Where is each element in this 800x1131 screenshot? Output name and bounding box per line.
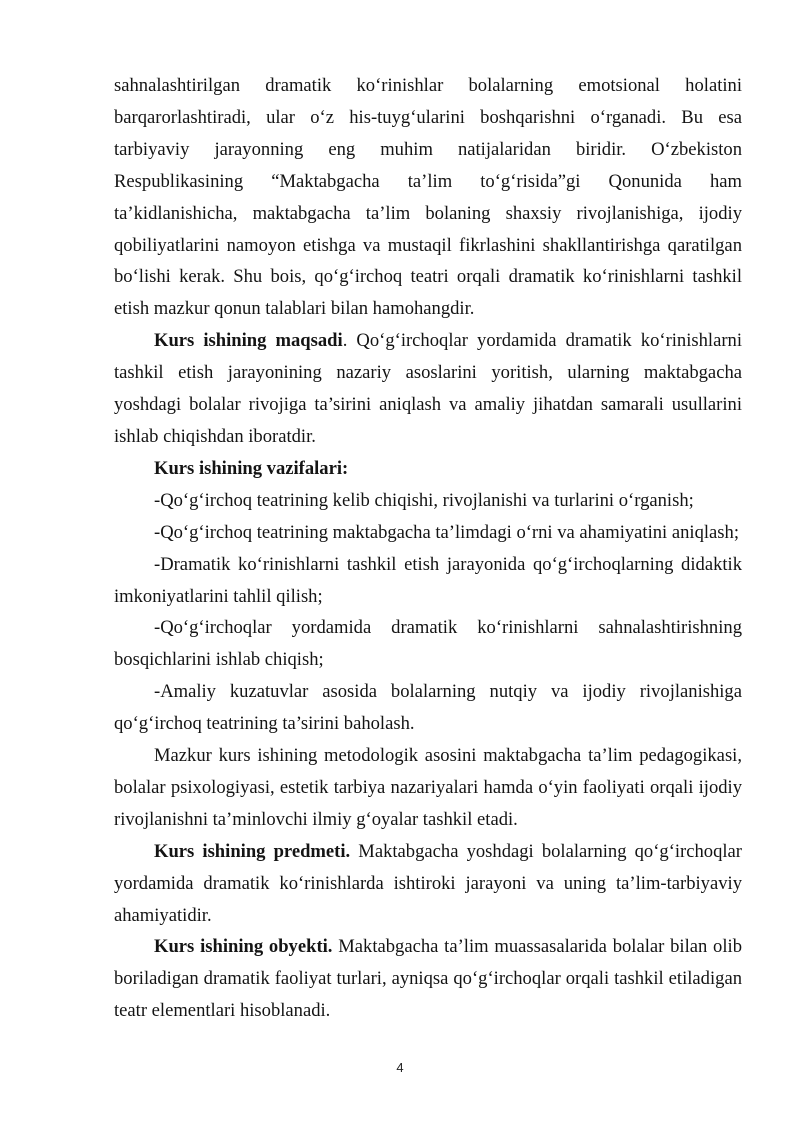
task-text: -Qo‘g‘irchoq teatrining maktabgacha ta’limdagi o‘rni va ahamiyatini aniqlash; bbox=[154, 521, 739, 543]
paragraph-text: Mazkur kurs ishining metodologik asosini maktabgacha ta’lim pedagogikasi, bolalar psixologiyasi, estetik tarbiya nazariyalari hamda o‘yin faoliyati orqali ijodiy rivojlanishni ta’minlovchi ilmiy g‘oyalar tashkil etadi. bbox=[114, 745, 742, 830]
paragraph-text: sahnalashtirilgan dramatik ko‘rinishlar bolalarning emotsional holatini barqarorlashtiradi, ular o‘z his-tuyg‘ularini boshqarishni o‘rganadi. Bu esa tarbiyaviy jarayonning eng muhim natijalaridan biridir. O‘zbekiston Respublikasining “Maktabgacha ta’lim to‘g‘risida”gi Qonunida ham ta’kidlanishicha, maktabgacha ta’lim bolaning shaxsiy rivojlanishiga, ijodiy qobiliyatlarini namoyon etishga va mustaqil fikrlashini shakllantirishga qaratilgan bo‘lishi kerak. Shu bois, qo‘g‘irchoq teatri orqali dramatik ko‘rinishlarni tashkil etish mazkur qonun talablari bilan hamohangdir. bbox=[114, 75, 742, 320]
task-item-1 bbox=[114, 485, 742, 517]
paragraph-intro-continuation bbox=[114, 70, 742, 325]
task-item-4 bbox=[114, 612, 742, 676]
subject-heading: Kurs ishining predmeti. bbox=[154, 840, 351, 862]
document-body bbox=[114, 70, 742, 1027]
task-item-5 bbox=[114, 676, 742, 740]
task-text: -Qo‘g‘irchoqlar yordamida dramatik ko‘rinishlarni sahnalashtirishning bosqichlarini ishlab chiqish; bbox=[114, 617, 742, 671]
paragraph-text: . Qo‘g‘irchoqlar yordamida dramatik ko‘rinishlarni tashkil etish jarayonining nazariy asoslarini yoritish, ularning maktabgacha yoshdagi bolalar rivojiga ta’sirini aniqlash va amaliy jihatdan samarali usullarini ishlab chiqishdan iboratdir. bbox=[114, 330, 742, 447]
object-heading: Kurs ishining obyekti. bbox=[154, 936, 333, 958]
task-item-3 bbox=[114, 549, 742, 613]
tasks-heading: Kurs ishining vazifalari: bbox=[154, 457, 349, 479]
goal-heading: Kurs ishining maqsadi bbox=[154, 330, 343, 352]
paragraph-subject bbox=[114, 836, 742, 932]
paragraph-goal bbox=[114, 325, 742, 453]
page-number: 4 bbox=[396, 1060, 404, 1075]
task-text: -Amaliy kuzatuvlar asosida bolalarning nutqiy va ijodiy rivojlanishiga qo‘g‘irchoq teatrining ta’sirini baholash. bbox=[114, 681, 742, 735]
paragraph-object bbox=[114, 931, 742, 1027]
paragraph-text: Maktabgacha yoshdagi bolalarning qo‘g‘irchoqlar yordamida dramatik ko‘rinishlarda ishtiroki jarayoni va uning ta’lim-tarbiyaviy ahamiyatidir. bbox=[114, 840, 743, 926]
task-text: -Dramatik ko‘rinishlarni tashkil etish jarayonida qo‘g‘irchoqlarning didaktik imkoniyatlarini tahlil qilish; bbox=[114, 553, 742, 607]
paragraph-tasks-heading bbox=[114, 453, 742, 485]
task-item-2 bbox=[114, 517, 742, 549]
task-text: -Qo‘g‘irchoq teatrining kelib chiqishi, rivojlanishi va turlarini o‘rganish; bbox=[154, 489, 694, 511]
paragraph-text: Maktabgacha ta’lim muassasalarida bolalar bilan olib boriladigan dramatik faoliyat turlari, ayniqsa qo‘g‘irchoqlar orqali tashkil etiladigan teatr elementlari hisoblanadi. bbox=[114, 936, 742, 1022]
paragraph-methodology bbox=[114, 740, 742, 836]
